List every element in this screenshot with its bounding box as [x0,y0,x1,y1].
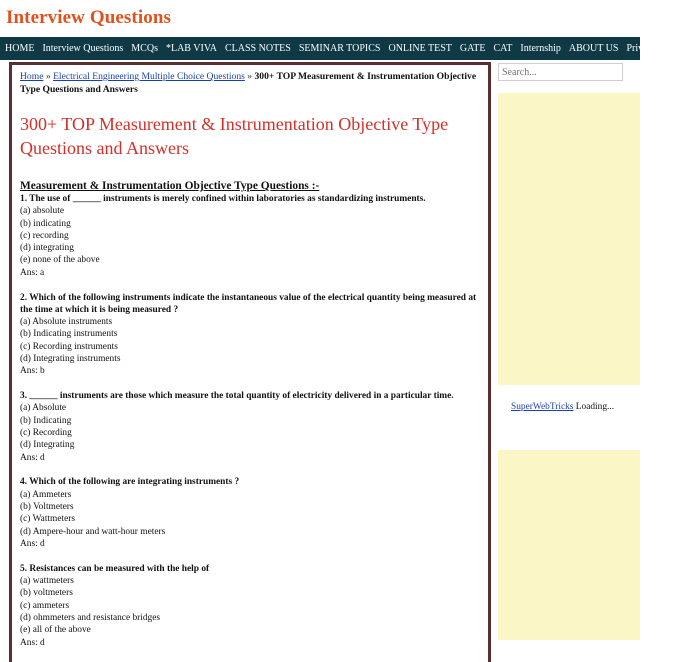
option: (a) Ammeters [20,489,72,500]
option: (d) Integrating instruments [20,354,121,365]
main-nav [0,37,685,60]
nav-class-notes[interactable]: CLASS NOTES [225,43,291,54]
loading-text: Loading... [573,402,615,412]
question-list [20,193,480,649]
option: (d) Ampere-hour and watt-hour meters [20,526,166,537]
option: (c) Recording [20,428,72,439]
superwebtricks-link[interactable]: SuperWebTricks [511,402,574,412]
nav-internship[interactable]: Internship [520,43,561,54]
answer: Ans: d [20,538,45,549]
option: (a) wattmeters [20,576,74,587]
option: (e) all of the above [20,625,91,636]
answer: Ans: b [20,366,45,377]
sidebar [498,60,640,640]
question-text: 1. The use of ______ instruments is merely confined within laboratories as standardizing instruments. [20,194,426,204]
answer: Ans: d [20,452,45,463]
option: (e) none of the above [20,255,100,266]
answer: Ans: d [20,637,45,648]
nav-mcqs[interactable]: MCQs [131,43,158,54]
option: (b) voltmeters [20,588,73,599]
nav-gate[interactable]: GATE [459,43,486,54]
ad-panel [498,450,640,640]
nav-seminar-topics[interactable]: SEMINAR TOPICS [298,43,381,54]
option: (d) Integrating [20,440,75,451]
nav-about-us[interactable]: ABOUT US [568,43,619,54]
breadcrumb-category-link[interactable]: Electrical Engineering Multiple Choice Questions [53,71,245,82]
breadcrumb-home-link[interactable]: Home [20,71,44,82]
section-heading: Measurement & Instrumentation Objective Type Questions :- [20,180,320,192]
option: (b) Indicating instruments [20,329,118,340]
option: (c) Wattmeters [20,514,76,525]
nav-privacy-policy[interactable]: Privacy Policy [626,43,685,54]
widget-loading [511,402,614,412]
option: (d) integrating [20,243,74,254]
option: (c) recording [20,230,69,241]
breadcrumb-separator: » [45,71,51,82]
option: (d) ohmmeters and resistance bridges [20,612,161,623]
option: (c) ammeters [20,600,70,611]
page-title: 300+ TOP Measurement & Instrumentation Objective Type Questions and Answers [20,114,449,158]
answer: Ans: a [20,267,45,278]
nav-online-test[interactable]: ONLINE TEST [388,43,452,54]
breadcrumb [20,71,480,96]
nav-cat[interactable]: CAT [493,43,513,54]
nav-lab-viva[interactable]: *LAB VIVA [165,43,217,54]
nav-home[interactable]: HOME [5,43,35,54]
ad-panel [498,93,640,385]
question-text: 2. Which of the following instruments indicate the instantaneous value of the electrical quantity being measured at the time at which it is being measured ? [20,292,477,315]
search-input[interactable] [498,63,623,81]
site-header [0,0,640,37]
question-text: 4. Which of the following are integrating instruments ? [20,477,240,488]
question-block [20,292,480,378]
site-title[interactable]: Interview Questions [6,7,171,28]
nav-interview-questions[interactable]: Interview Questions [42,43,124,54]
option: (b) Voltmeters [20,502,74,513]
question-text: 5. Resistances can be measured with the help of [20,563,210,574]
question-block [20,476,480,550]
breadcrumb-current: 300+ TOP Measurement & Instrumentation Objective Type Questions and Answers [20,71,477,95]
question-block [20,563,480,649]
option: (a) absolute [20,206,64,217]
question-text: 3. ______ instruments are those which measure the total quantity of electricity delivered in a particular time. [20,391,454,402]
question-block [20,193,480,279]
option: (a) Absolute instruments [20,317,113,328]
option: (a) Absolute [20,403,67,414]
option: (c) Recording instruments [20,341,118,352]
option: (b) Indicating [20,415,72,426]
question-block [20,390,480,464]
breadcrumb-separator: » [247,71,253,82]
option: (b) indicating [20,218,71,229]
article-container [9,62,491,662]
